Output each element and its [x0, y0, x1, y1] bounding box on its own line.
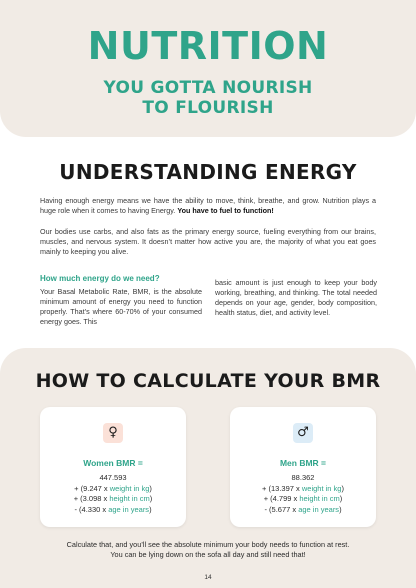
women-formula-height: + (3.098 x height in cm) [73, 494, 153, 503]
energy-paragraph-2: Our bodies use carbs, and also fats as the primary energy source, fueling everything from our brains, muscles, and nervous system. It doesn’t matter how active you are, the majority of what you eat goes mainly to keeping you alive. [40, 227, 376, 256]
energy-question-heading: How much energy do we need? [40, 274, 160, 283]
women-bmr-title: Women BMR = [83, 458, 143, 468]
closing-note [30, 540, 386, 560]
men-formula-age: - (5.677 x age in years) [264, 504, 342, 514]
energy-paragraph-1 [40, 196, 376, 216]
closing-line-2: You can be lying down on the sofa all day and still need that! [110, 550, 306, 559]
men-bmr-formula [230, 473, 376, 515]
men-bmr-title: Men BMR = [279, 458, 327, 468]
understanding-energy-heading: UNDERSTANDING ENERGY [59, 160, 357, 184]
women-bmr-card [40, 407, 186, 527]
page-number: 14 [204, 574, 212, 581]
men-formula-base: 88.362 [291, 473, 315, 482]
men-formula-height: + (4.799 x height in cm) [263, 494, 343, 503]
bmr-column-right: basic amount is just enough to keep your body working, breathing, and thinking. The total needed depends on your age, gender, body composition, health status, diet, and activity level. [215, 278, 377, 317]
male-symbol-icon: ♂ [293, 423, 313, 443]
men-bmr-card [230, 407, 376, 527]
fuel-to-function-emphasis: You have to fuel to function! [177, 206, 274, 215]
page-title: NUTRITION [87, 24, 329, 68]
men-formula-weight: + (13.397 x weight in kg) [262, 483, 344, 493]
subtitle-line-2: TO FLOURISH [142, 98, 274, 118]
energy-paragraph-1-text: Having enough energy means we have the ability to move, think, breathe, and grow. Nutrition plays a huge role when it comes to having Energy. [40, 196, 376, 215]
women-formula-age: - (4.330 x age in years) [74, 504, 152, 514]
women-formula-base: 447.593 [99, 473, 127, 482]
calculate-bmr-heading: HOW TO CALCULATE YOUR BMR [35, 370, 381, 392]
subtitle-line-1: YOU GOTTA NOURISH [103, 78, 313, 98]
women-formula-weight: + (9.247 x weight in kg) [74, 483, 152, 493]
page-subtitle [0, 78, 416, 118]
closing-line-1: Calculate that, and you’ll see the absolute minimum your body needs to function at rest. [66, 540, 350, 549]
bmr-column-left: Your Basal Metabolic Rate, BMR, is the absolute minimum amount of energy you need to function properly. That’s where 60-70% of your consumed energy goes. This [40, 287, 202, 326]
female-symbol-icon: ♀ [103, 423, 123, 443]
women-bmr-formula [40, 473, 186, 515]
